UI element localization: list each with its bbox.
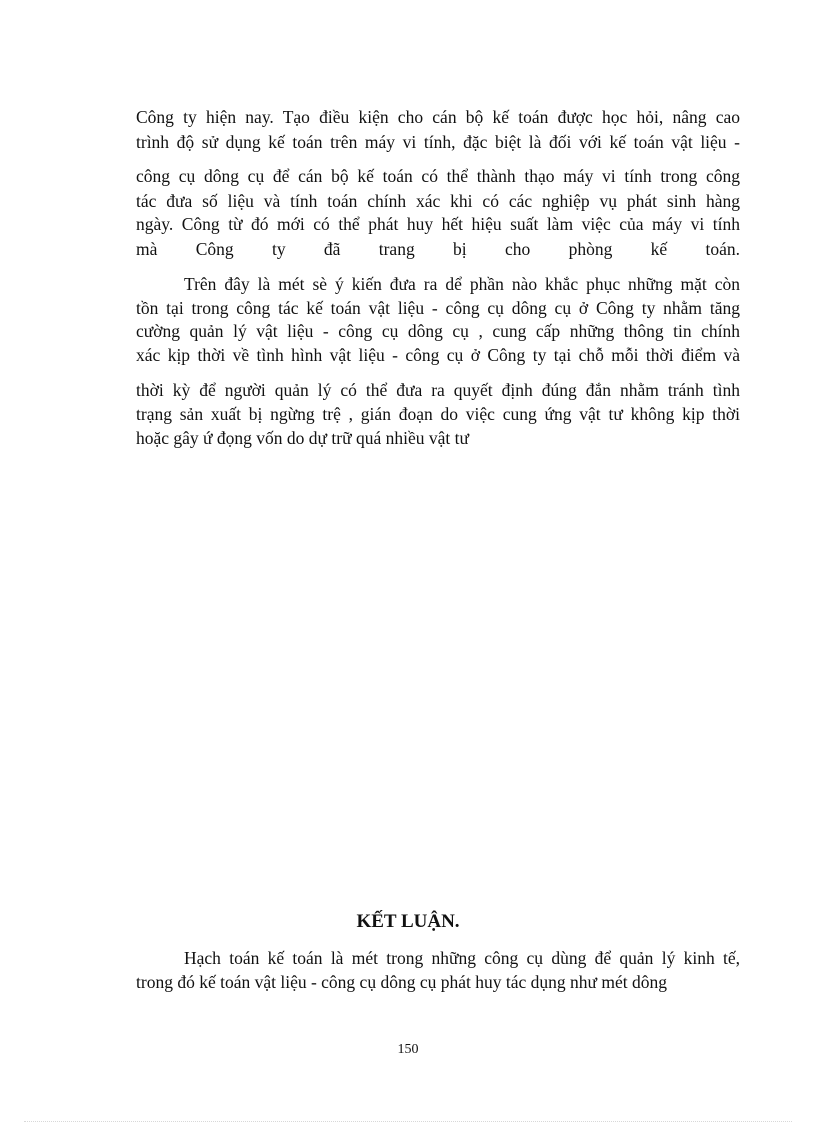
paragraph-line: tồn tại trong công tác kế toán vật liệu - công cụ dông cụ ở Công ty nhằm tăng bbox=[136, 298, 740, 318]
paragraph-line: xác kịp thời về tình hình vật liệu - công cụ ở Công ty tại chỗ mỗi thời điểm và bbox=[136, 345, 740, 365]
paragraph-line: trình độ sử dụng kế toán trên máy vi tính, đặc biệt là đối với kế toán vật liệu - bbox=[136, 132, 740, 152]
paragraph-line: ngày. Công từ đó mới có thể phát huy hết hiệu suất làm việc của máy vi tính bbox=[136, 214, 740, 234]
paragraph-line: cường quản lý vật liệu - công cụ dông cụ , cung cấp những thông tin chính bbox=[136, 321, 740, 341]
paragraph-line: Trên đây là mét sè ý kiến đưa ra dể phần nào khắc phục những mặt còn bbox=[184, 274, 740, 294]
paragraph-line: công cụ dông cụ để cán bộ kế toán có thể thành thạo máy vi tính trong công bbox=[136, 166, 740, 186]
paragraph-line: Hạch toán kế toán là mét trong những công cụ dùng để quản lý kinh tế, bbox=[184, 948, 740, 968]
conclusion-heading: KẾT LUẬN. bbox=[356, 911, 460, 932]
paragraph-line: trong đó kế toán vật liệu - công cụ dông cụ phát huy tác dụng như mét dông bbox=[136, 972, 667, 992]
paragraph-line: tác đưa số liệu và tính toán chính xác khi có các nghiệp vụ phát sinh hàng bbox=[136, 191, 740, 211]
paragraph-line: hoặc gây ứ đọng vốn do dự trữ quá nhiều vật tư bbox=[136, 428, 469, 448]
paragraph-line: trạng sản xuất bị ngừng trệ , gián đoạn do việc cung ứng vật tư không kịp thời bbox=[136, 404, 740, 424]
paragraph-line: mà Công ty đã trang bị cho phòng kế toán. bbox=[136, 239, 740, 259]
page-number: 150 bbox=[397, 1042, 419, 1057]
page-bottom-rule bbox=[24, 1121, 792, 1122]
paragraph-line: thời kỳ để người quản lý có thể đưa ra quyết định đúng đắn nhằm tránh tình bbox=[136, 380, 740, 400]
paragraph-line: Công ty hiện nay. Tạo điều kiện cho cán bộ kế toán được học hỏi, nâng cao bbox=[136, 107, 740, 127]
